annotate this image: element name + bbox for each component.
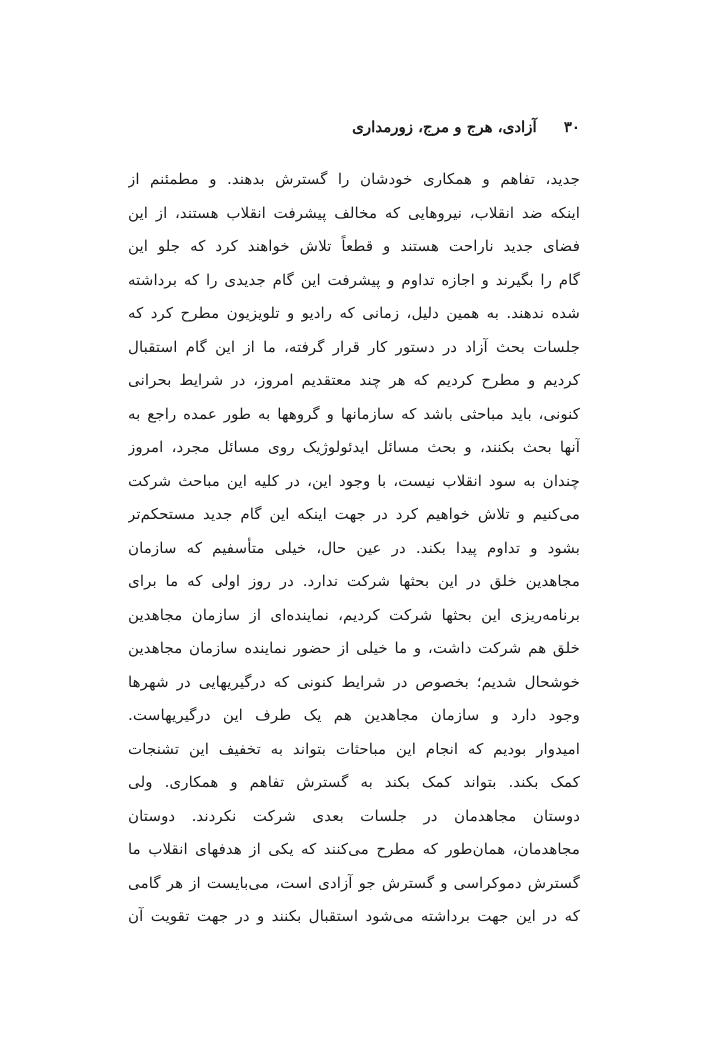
text-line: اینکه ضد انقلاب، نیروهایی که مخالف پیشرفت انقلاب هستند، از این — [128, 203, 580, 222]
page-number: ۳۰ — [563, 118, 580, 136]
text-line: کردیم و مطرح کردیم که هر چند معتقدیم امروز، در شرایط بحرانی — [128, 371, 580, 389]
running-head — [352, 118, 580, 136]
text-line: گام را بگیرند و اجازه تداوم و پیشرفت این گام جدیدی را که برداشته — [128, 270, 580, 289]
text-line: بشود و تداوم پیدا بکند. در عین حال، خیلی متأسفیم که سازمان — [128, 538, 580, 557]
text-line: چندان به سود انقلاب نیست، با وجود این، در کلیه این مباحث شرکت — [128, 471, 580, 490]
text-line: آنها بحث بکنند، و بحث مسائل ایدئولوژیک روی مسائل مجرد، امروز — [128, 438, 580, 456]
text-line: امیدوار بودیم که انجام این مباحثات بتواند به تخفیف این تشنجات — [128, 739, 580, 758]
text-line: فضای جدید ناراحت هستند و قطعاً تلاش خواهند کرد که جلو این — [128, 237, 580, 255]
text-line: خلق هم شرکت داشت، و ما خیلی از حضور نماینده سازمان مجاهدین — [128, 639, 580, 657]
text-line: شده ندهند. به همین دلیل، زمانی که رادیو و تلویزیون مطرح کرد که — [128, 304, 580, 322]
body-text — [128, 163, 580, 934]
text-line: مجاهدمان، همان‌طور که مطرح می‌کنند که یکی از هدفهای انقلاب ما — [128, 840, 580, 858]
text-line: برنامه‌ریزی این بحثها شرکت کردیم، نماینده‌ای از سازمان مجاهدین — [128, 605, 580, 624]
text-line: کنونی، باید مباحثی باشد که سازمانها و گروهها به طور عمده راجع به — [128, 404, 580, 423]
text-line: خوشحال شدیم؛ بخصوص در شرایط کنونی که درگیریهایی در شهرها — [128, 672, 580, 691]
text-line: مجاهدین خلق در این بحثها شرکت ندارد. در روز اولی که ما برای — [128, 572, 580, 590]
text-line: جدید، تفاهم و همکاری خودشان را گسترش بدهند. و مطمئنم از — [128, 170, 580, 188]
text-line: وجود دارد و سازمان مجاهدین هم یک طرف این درگیریهاست. — [128, 706, 580, 724]
text-line: که در این جهت برداشته می‌شود استقبال بکنند و در جهت تقویت آن — [128, 907, 580, 925]
running-title: آزادی، هرج و مرج، زورمداری — [352, 118, 537, 136]
text-line: گسترش دموکراسی و گسترش جو آزادی است، می‌بایست از هر گامی — [128, 873, 580, 892]
text-line: جلسات بحث آزاد در دستور کار قرار گرفته، ما از این گام استقبال — [128, 337, 580, 356]
text-line: کمک بکند. بتواند کمک بکند به گسترش تفاهم و همکاری. ولی — [128, 773, 580, 791]
text-line: می‌کنیم و تلاش خواهیم کرد در جهت اینکه این گام جدید مستحکم‌تر — [128, 505, 580, 523]
text-line: دوستان مجاهدمان در جلسات بعدی شرکت نکردند. دوستان — [128, 806, 580, 825]
